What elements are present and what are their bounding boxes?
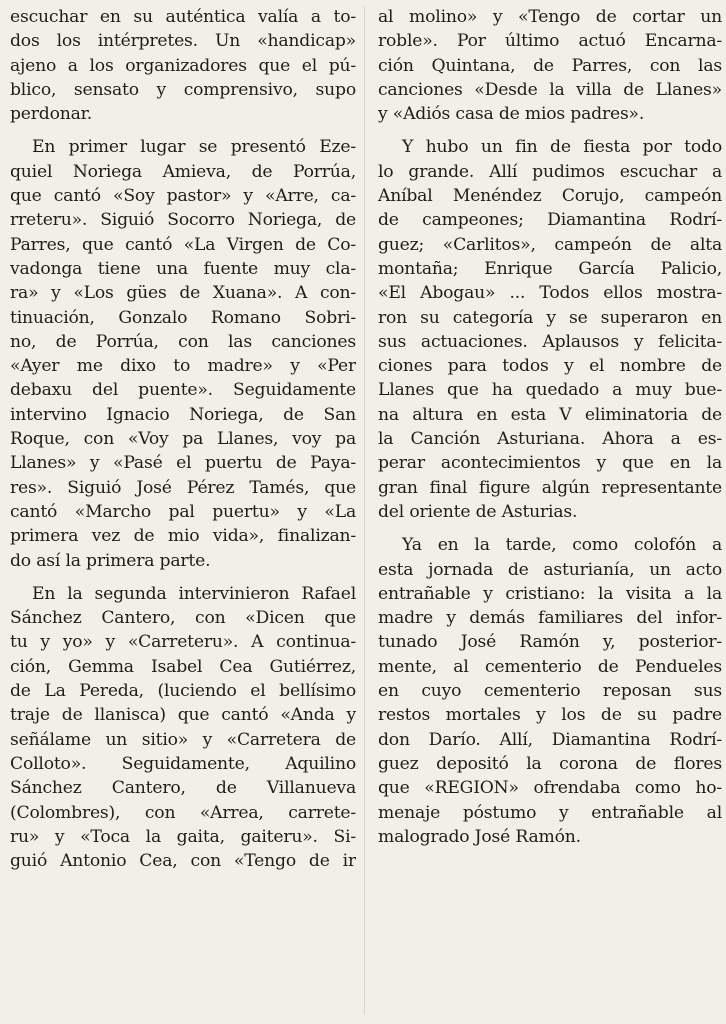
- text-line: sus actuaciones. Aplausos y felicita-: [378, 331, 722, 352]
- paragraph: [378, 135, 722, 524]
- text-line: guez; «Carlitos», campeón de alta: [378, 234, 722, 255]
- text-line: don Darío. Allí, Diamantina Rodrí-: [378, 729, 722, 750]
- paragraph: [10, 135, 356, 572]
- text-line: Sánchez Cantero, con «Dicen que: [10, 608, 356, 629]
- left-column: [10, 5, 356, 873]
- text-line: escuchar en su auténtica valía a to-: [10, 7, 356, 27]
- text-line: menaje póstumo y entrañable al: [378, 802, 722, 823]
- text-line: la Canción Asturiana. Ahora a es-: [378, 429, 722, 450]
- text-line: quiel Noriega Amieva, de Porrúa,: [10, 161, 356, 182]
- text-line: lo grande. Allí pudimos escuchar a: [378, 161, 722, 182]
- text-line: esta jornada de asturianía, un acto: [378, 559, 722, 580]
- text-line: ción Quintana, de Parres, con las: [378, 55, 722, 76]
- text-line: y «Adiós casa de mios padres».: [378, 104, 645, 125]
- text-line: do así la primera parte.: [10, 550, 211, 571]
- text-line: ru» y «Toca la gaita, gaiteru». Si-: [10, 826, 356, 847]
- text-line: ciones para todos y el nombre de: [378, 356, 722, 377]
- text-line: debaxu del puente». Seguidamente: [10, 380, 356, 401]
- text-line: perdonar.: [10, 104, 93, 125]
- paragraph: [10, 582, 356, 874]
- text-line: Sánchez Cantero, de Villanueva: [10, 778, 356, 799]
- text-line: tunado José Ramón y, posterior-: [378, 632, 722, 653]
- text-line: Y hubo un fin de fiesta por todo: [402, 137, 722, 158]
- text-line: Colloto». Seguidamente, Aquilino: [10, 753, 356, 774]
- text-line: Llanes que ha quedado a muy bue-: [378, 380, 722, 401]
- text-line: no, de Porrúa, con las canciones: [10, 331, 356, 352]
- text-line: En la segunda intervinieron Rafael: [32, 583, 356, 604]
- text-line: traje de llanisca) que cantó «Anda y: [10, 705, 356, 726]
- text-line: intervino Ignacio Noriega, de San: [10, 404, 356, 425]
- text-line: na altura en esta V eliminatoria de: [378, 404, 722, 425]
- text-line: cantó «Marcho pal puertu» y «La: [10, 501, 356, 522]
- text-line: Ya en la tarde, como colofón a: [402, 535, 722, 556]
- text-line: guió Antonio Cea, con «Tengo de ir: [10, 851, 356, 872]
- paragraph: [378, 533, 722, 849]
- text-line: tu y yo» y «Carreteru». A continua-: [10, 632, 356, 653]
- text-line: «Ayer me dixo to madre» y «Per: [10, 356, 356, 377]
- text-line: restos mortales y los de su padre: [378, 705, 722, 726]
- text-line: tinuación, Gonzalo Romano Sobri-: [10, 307, 356, 328]
- text-line: montaña; Enrique García Palicio,: [378, 258, 722, 279]
- text-line: que «REGION» ofrendaba como ho-: [378, 778, 722, 799]
- text-line: señálame un sitio» y «Carretera de: [10, 729, 356, 750]
- text-line: de La Pereda, (luciendo el bellísimo: [10, 681, 356, 702]
- text-line: «El Abogau» ... Todos ellos mostra-: [378, 283, 722, 304]
- text-line: (Colombres), con «Arrea, carrete-: [10, 802, 356, 823]
- text-line: entrañable y cristiano: la visita a la: [378, 583, 722, 604]
- text-line: ra» y «Los gües de Xuana». A con-: [10, 283, 356, 304]
- text-line: rreteru». Siguió Socorro Noriega, de: [10, 210, 356, 231]
- text-line: mente, al cementerio de Pendueles: [378, 656, 722, 677]
- text-line: de campeones; Diamantina Rodrí-: [378, 210, 722, 231]
- text-line: malogrado José Ramón.: [378, 826, 581, 847]
- text-line: al molino» y «Tengo de cortar un: [378, 7, 722, 27]
- text-line: res». Siguió José Pérez Tamés, que: [10, 477, 356, 498]
- text-line: ción, Gemma Isabel Cea Gutiérrez,: [10, 656, 356, 677]
- text-line: madre y demás familiares del infor-: [378, 608, 722, 629]
- text-line: en cuyo cementerio reposan sus: [378, 681, 722, 702]
- text-line: En primer lugar se presentó Eze-: [32, 137, 356, 158]
- paragraph: [378, 5, 722, 126]
- text-line: que cantó «Soy pastor» y «Arre, ca-: [10, 186, 356, 207]
- column-divider: [364, 6, 365, 1014]
- text-line: guez depositó la corona de flores: [378, 753, 722, 774]
- text-line: del oriente de Asturias.: [378, 501, 578, 522]
- text-line: Llanes» y «Pasé el puertu de Paya-: [10, 453, 356, 474]
- text-line: ron su categoría y se superaron en: [378, 307, 722, 328]
- text-line: primera vez de mio vida», finalizan-: [10, 526, 356, 547]
- text-line: Aníbal Menéndez Corujo, campeón: [378, 186, 722, 207]
- text-line: gran final figure algún representante: [378, 477, 722, 498]
- text-line: Roque, con «Voy pa Llanes, voy pa: [10, 429, 356, 450]
- text-line: dos los intérpretes. Un «handicap»: [10, 31, 356, 52]
- text-line: ajeno a los organizadores que el pú-: [10, 55, 356, 76]
- text-line: roble». Por último actuó Encarna-: [378, 31, 722, 52]
- text-line: vadonga tiene una fuente muy cla-: [10, 258, 356, 279]
- text-line: perar acontecimientos y que en la: [378, 453, 722, 474]
- text-line: blico, sensato y comprensivo, supo: [10, 79, 356, 100]
- paragraph: [10, 5, 356, 126]
- text-line: canciones «Desde la villa de Llanes»: [378, 79, 722, 100]
- right-column: [378, 5, 722, 849]
- text-line: Parres, que cantó «La Virgen de Co-: [10, 234, 356, 255]
